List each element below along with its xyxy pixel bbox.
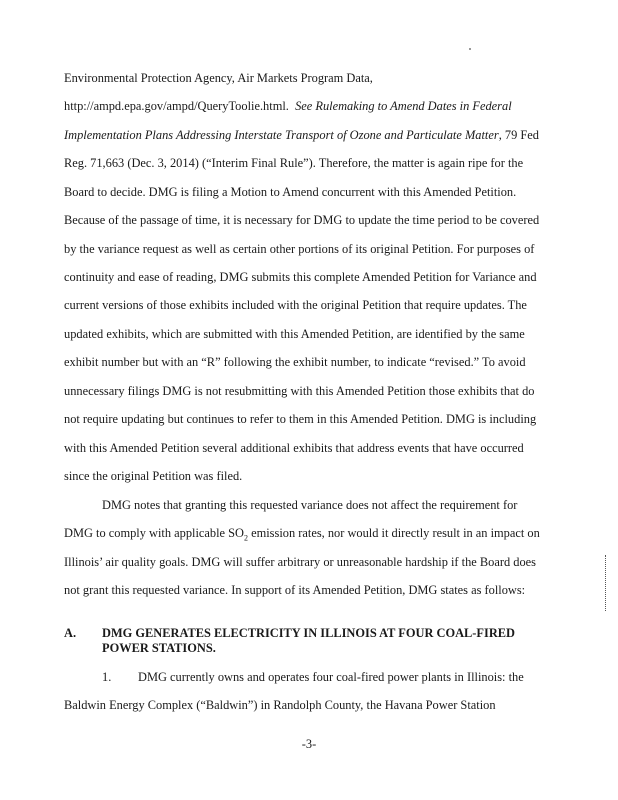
body-line: updated exhibits, which are submitted with this Amended Petition, are identified by the same — [64, 327, 525, 341]
scan-speck — [469, 48, 471, 50]
citation-volume: , 79 Fed — [498, 128, 539, 142]
citation-text: Implementation Plans Addressing Interstate Transport of Ozone and Particulate Matter — [64, 128, 499, 142]
section-letter: A. — [64, 626, 77, 640]
body-line: Illinois’ air quality goals. DMG will suffer arbitrary or unreasonable hardship if the Board does — [64, 555, 536, 569]
body-line: Because of the passage of time, it is necessary for DMG to update the time period to be covered — [64, 213, 540, 227]
body-line: Reg. 71,663 (Dec. 3, 2014) (“Interim Final Rule”). Therefore, the matter is again ripe for the — [64, 156, 524, 170]
body-line — [64, 526, 540, 545]
body-line: exhibit number but with an “R” following the exhibit number, to indicate “revised.” To avoid — [64, 355, 526, 369]
body-line: Environmental Protection Agency, Air Markets Program Data, — [64, 71, 373, 85]
body-line: continuity and ease of reading, DMG submits this complete Amended Petition for Variance and — [64, 270, 537, 284]
body-line: DMG notes that granting this requested variance does not affect the requirement for — [102, 498, 518, 512]
section-heading: DMG GENERATES ELECTRICITY IN ILLINOIS AT FOUR COAL-FIRED — [102, 626, 515, 640]
body-line: unnecessary filings DMG is not resubmitting with this Amended Petition those exhibits that do — [64, 384, 535, 398]
section-heading: POWER STATIONS. — [102, 641, 216, 655]
body-line: since the original Petition was filed. — [64, 469, 243, 483]
url-text: http://ampd.epa.gov/ampd/QueryToolie.html. — [64, 99, 289, 113]
body-line: DMG currently owns and operates four coal-fired power plants in Illinois: the — [138, 670, 524, 684]
citation-text: See Rulemaking to Amend Dates in Federal — [295, 99, 512, 113]
body-line: by the variance request as well as certain other portions of its original Petition. For purposes of — [64, 242, 535, 256]
body-line: Baldwin Energy Complex (“Baldwin”) in Randolph County, the Havana Power Station — [64, 698, 496, 712]
body-line: current versions of those exhibits included with the original Petition that require updates. The — [64, 298, 527, 312]
margin-mark — [605, 555, 607, 611]
body-text: emission rates, nor would it directly result in an impact on — [248, 526, 540, 540]
subscript: 2 — [244, 533, 248, 543]
body-line: not require updating but continues to refer to them in this Amended Petition. DMG is including — [64, 412, 537, 426]
page-number: -3- — [301, 737, 317, 751]
body-line — [64, 128, 539, 143]
body-line — [64, 99, 512, 114]
body-line: Board to decide. DMG is filing a Motion to Amend concurrent with this Amended Petition. — [64, 185, 517, 199]
body-text: DMG to comply with applicable SO — [64, 526, 244, 540]
body-line: not grant this requested variance. In support of its Amended Petition, DMG states as follows: — [64, 583, 526, 597]
paragraph-number: 1. — [102, 670, 112, 684]
body-line: with this Amended Petition several additional exhibits that address events that have occurred — [64, 441, 524, 455]
